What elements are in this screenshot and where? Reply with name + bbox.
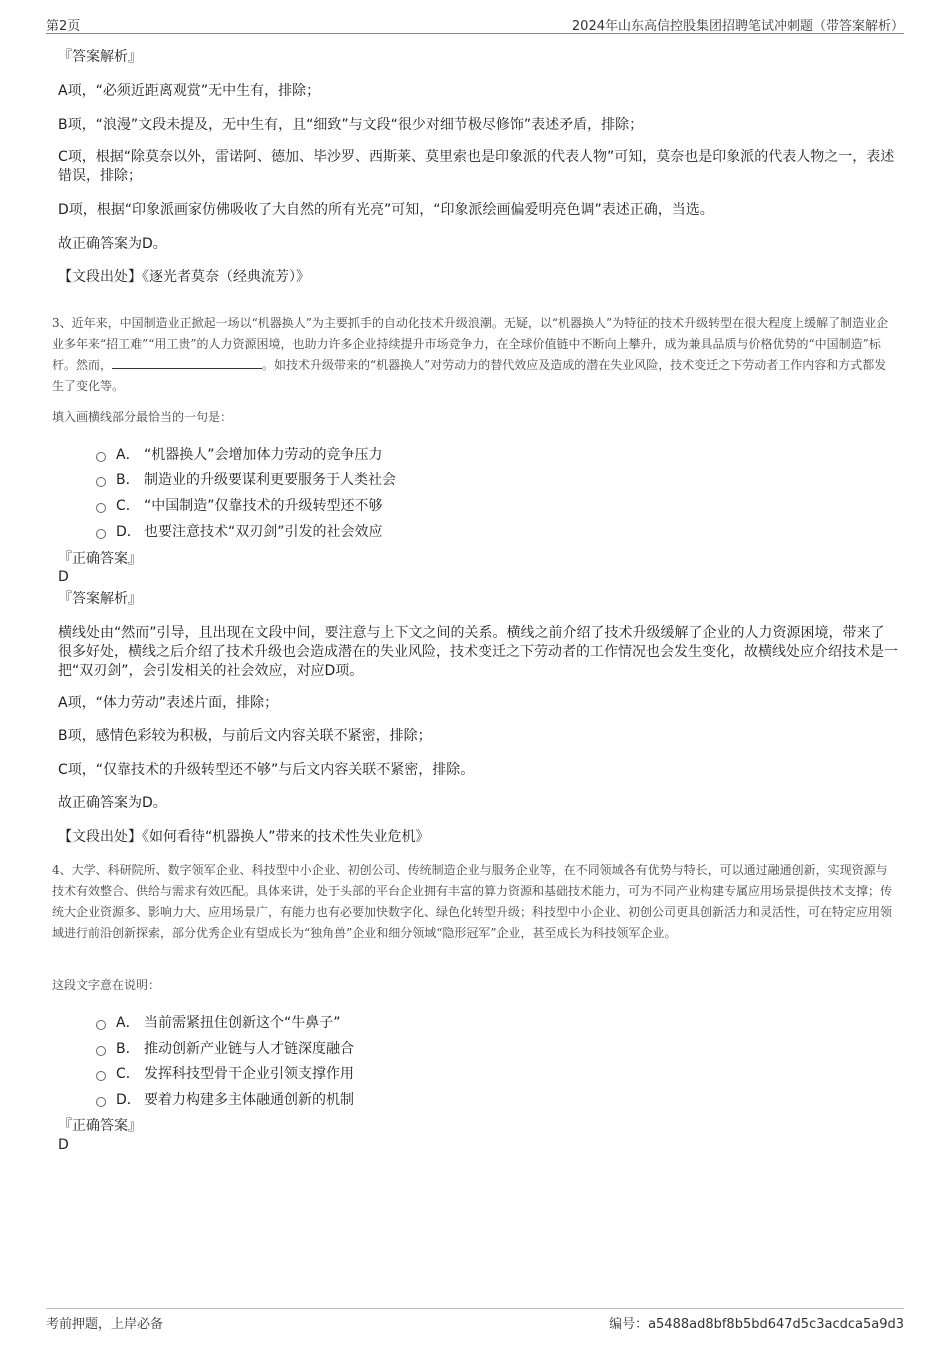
q3-text-before-blank: 3、近年来，中国制造业正掀起一场以“机器换人”为主要抓手的自动化技术升级浪潮。无疑，以“机器换人”为特征的技术升级转型在很大程度上缓解了制造业企业多年来“招工难”“用工贵”的人力资源困境，也助力许多企业持续提升市场竞争力，在全球价值链中不断向上攀升，成为兼具品质与价格优势的“中国制造”标杆。然而，: [52, 316, 889, 372]
q4-option-a[interactable]: [96, 1012, 341, 1032]
option-letter: C．: [116, 498, 140, 514]
option-letter: A．: [116, 447, 140, 463]
q4-answer: D: [58, 1137, 69, 1153]
q2-analysis-d: D项，根据“印象派画家仿佛吸收了大自然的所有光亮”可知，“印象派绘画偏爱明亮色调”表述正确，当选。: [58, 202, 714, 218]
q3-question-text: [52, 313, 894, 397]
radio-icon[interactable]: [96, 503, 106, 513]
radio-icon[interactable]: [96, 1071, 106, 1081]
option-letter: D．: [116, 1092, 141, 1108]
q3-conclusion: 故正确答案为D。: [58, 795, 167, 811]
q2-analysis-label: 『答案解析』: [58, 49, 142, 65]
q2-analysis-a: A项，“必须近距离观赏”无中生有，排除；: [58, 83, 321, 99]
q3-option-a[interactable]: [96, 444, 383, 464]
q3-stem: 填入画横线部分最恰当的一句是：: [52, 410, 233, 424]
radio-icon[interactable]: [96, 452, 106, 462]
option-text: 要着力构建多主体融通创新的机制: [144, 1092, 354, 1108]
q2-source: 【文段出处】《逐光者莫奈（经典流芳）》: [58, 269, 310, 285]
q4-stem: 这段文字意在说明：: [52, 978, 161, 992]
option-letter: C．: [116, 1066, 140, 1082]
radio-icon[interactable]: [96, 477, 106, 487]
option-text: 也要注意技术“双刃剑”引发的社会效应: [144, 524, 383, 540]
q3-option-d[interactable]: [96, 521, 383, 541]
option-text: “中国制造”仅靠技术的升级转型还不够: [144, 498, 383, 514]
q2-conclusion: 故正确答案为D。: [58, 236, 167, 252]
q3-source: 【文段出处】《如何看待“机器换人”带来的技术性失业危机》: [58, 829, 430, 845]
radio-icon[interactable]: [96, 1020, 106, 1030]
option-text: “机器换人”会增加体力劳动的竞争压力: [144, 447, 383, 463]
footer-divider: [46, 1308, 904, 1309]
q4-option-b[interactable]: [96, 1038, 354, 1058]
q3-analysis-c: C项，“仅靠技术的升级转型还不够”与后文内容关联不紧密，排除。: [58, 762, 475, 778]
radio-icon[interactable]: [96, 1046, 106, 1056]
option-letter: D．: [116, 524, 141, 540]
footer-code: 编号：a5488ad8bf8b5bd647d5c3acdca5a9d3: [609, 1317, 904, 1332]
q4-answer-label: 『正确答案』: [58, 1118, 142, 1134]
option-text: 推动创新产业链与人才链深度融合: [144, 1041, 354, 1057]
q3-answer-label: 『正确答案』: [58, 551, 142, 567]
q2-analysis-b: B项，“浪漫”文段未提及，无中生有，且“细致”与文段“很少对细节极尽修饰”表述矛盾，排除；: [58, 117, 644, 133]
q4-question-text: 4、大学、科研院所、数字领军企业、科技型中小企业、初创公司、传统制造企业与服务企业等，在不同领域各有优势与特长，可以通过融通创新，实现资源与技术有效整合、供给与需求有效匹配。具体来讲，处于头部的平台企业拥有丰富的算力资源和基础技术能力，可为不同产业构建专属应用场景提供技术支撑；传统大企业资源多、影响力大、应用场景广，有能力也有必要加快数字化、绿色化转型升级；科技型中小企业、初创公司更具创新活力和灵活性，可在特定应用领域进行前沿创新探索，部分优秀企业有望成长为“独角兽”企业和细分领域“隐形冠军”企业，甚至成长为科技领军企业。: [52, 863, 893, 940]
radio-icon[interactable]: [96, 1097, 106, 1107]
q3-blank-line: [112, 356, 262, 369]
q4-option-c[interactable]: [96, 1063, 354, 1083]
option-text: 当前需紧扭住创新这个“牛鼻子”: [144, 1015, 341, 1031]
q3-analysis-label: 『答案解析』: [58, 591, 142, 607]
option-text: 制造业的升级要谋利更要服务于人类社会: [144, 472, 396, 488]
q3-option-b[interactable]: [96, 469, 396, 489]
q3-analysis-a: A项，“体力劳动”表述片面，排除；: [58, 695, 279, 711]
q3-analysis-b: B项，感情色彩较为积极，与前后文内容关联不紧密，排除；: [58, 728, 432, 744]
q3-text-after-blank: 。如技术升级带来的“机器换人”对劳动力的替代效应及造成的潜在失业风险，技术变迁之下劳动者工作内容和方式都发生了变化等。: [52, 358, 887, 393]
q4-option-d[interactable]: [96, 1089, 354, 1109]
q2-analysis-c: C项，根据“除莫奈以外，雷诺阿、德加、毕沙罗、西斯莱、莫里索也是印象派的代表人物”可知，莫奈也是印象派的代表人物之一，表述错误，排除；: [58, 149, 895, 184]
q3-answer: D: [58, 569, 69, 585]
page-number: 第2页: [46, 19, 81, 34]
header-divider: [46, 33, 904, 34]
q3-option-c[interactable]: [96, 495, 383, 515]
q3-analysis: 横线处由“然而”引导，且出现在文段中间，要注意与上下文之间的关系。横线之前介绍了技术升级缓解了企业的人力资源困境，带来了很多好处，横线之后介绍了技术升级也会造成潜在的失业风险，技术变迁之下劳动者的工作情况也会发生变化，故横线处应介绍技术是一把“双刃剑”，会引发相关的社会效应，对应D项。: [58, 625, 898, 679]
option-letter: B．: [116, 472, 140, 488]
footer-slogan: 考前押题，上岸必备: [46, 1317, 164, 1332]
radio-icon[interactable]: [96, 529, 106, 539]
option-letter: B．: [116, 1041, 140, 1057]
option-text: 发挥科技型骨干企业引领支撑作用: [144, 1066, 354, 1082]
document-title: 2024年山东高信控股集团招聘笔试冲刺题（带答案解析）: [571, 19, 904, 34]
option-letter: A．: [116, 1015, 140, 1031]
